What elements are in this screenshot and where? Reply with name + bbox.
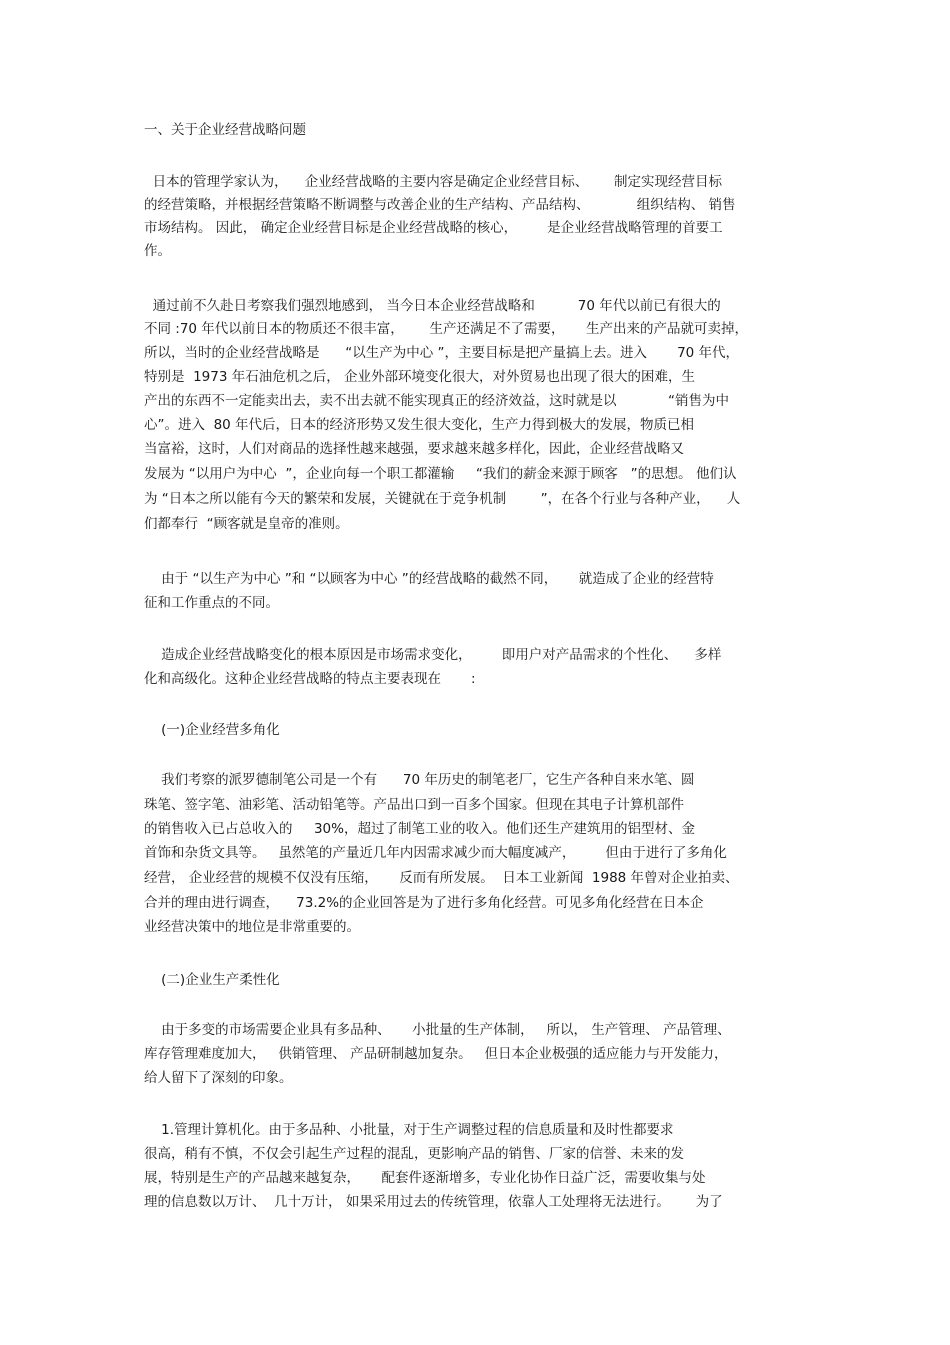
- paragraph-line: 产出的东西不一定能卖出去，卖不出去就不能实现真正的经济效益，这时就是以 “销售为中: [144, 393, 729, 409]
- paragraph-line: 很高，稍有不慎，不仅会引起生产过程的混乱，更影响产品的销售、厂家的信誉、未来的发: [144, 1146, 684, 1162]
- paragraph-line: 所以，当时的企业经营战略是 “以生产为中心 ”，主要目标是把产量搞上去。进入 70 年代，: [144, 345, 740, 361]
- paragraph-line: 不同 :70 年代以前日本的物质还不很丰富， 生产还满足不了需要， 生产出来的产品就可卖掉，: [144, 321, 749, 337]
- paragraph-line: 征和工作重点的不同。: [144, 595, 279, 611]
- paragraph-line: 我们考察的派罗德制笔公司是一个有 70 年历史的制笔老厂，它生产各种自来水笔、圆: [144, 772, 695, 788]
- paragraph-line: 首饰和杂货文具等。 虽然笔的产量近几年内因需求减少而大幅度减产， 但由于进行了多角化: [144, 845, 727, 861]
- paragraph-line: 的销售收入已占总收入的 30%，超过了制笔工业的收入。他们还生产建筑用的铝型材、金: [144, 821, 695, 837]
- paragraph-line: 合并的理由进行调查， 73.2%的企业回答是为了进行多角化经营。可见多角化经营在日本企: [144, 895, 704, 911]
- paragraph-line: 珠笔、签字笔、油彩笔、活动铅笔等。产品出口到一百多个国家。但现在其电子计算机部件: [144, 797, 684, 813]
- paragraph-line: 理的信息数以万计、 几十万计， 如果采用过去的传统管理，依靠人工处理将无法进行。 为了: [144, 1194, 723, 1210]
- paragraph-line: 经营， 企业经营的规模不仅没有压缩， 反而有所发展。 日本工业新闻 1988 年曾对企业拍卖、: [144, 870, 739, 886]
- paragraph-line: 们都奉行 “顾客就是皇帝的准则。: [144, 516, 349, 532]
- section-heading: 一、关于企业经营战略问题: [144, 122, 306, 138]
- paragraph-line: 库存管理难度加大， 供销管理、 产品研制越加复杂。 但日本企业极强的适应能力与开发能力，: [144, 1046, 728, 1062]
- paragraph-line: 市场结构。 因此， 确定企业经营目标是企业经营战略的核心， 是企业经营战略管理的首要工: [144, 220, 723, 236]
- paragraph-line: 由于 “以生产为中心 ”和 “以顾客为中心 ”的经营战略的截然不同， 就造成了企业的经营特: [144, 571, 714, 587]
- paragraph-line: 1.管理计算机化。由于多品种、小批量，对于生产调整过程的信息质量和及时性都要求: [144, 1122, 674, 1138]
- paragraph-line: 心”。进入 80 年代后，日本的经济形势又发生很大变化，生产力得到极大的发展，物质已相: [144, 417, 695, 433]
- paragraph-line: 造成企业经营战略变化的根本原因是市场需求变化， 即用户对产品需求的个性化、 多样: [144, 647, 722, 663]
- paragraph-line: 作。: [144, 243, 171, 259]
- paragraph-line: 通过前不久赴日考察我们强烈地感到， 当今日本企业经营战略和 70 年代以前已有很大的: [144, 298, 721, 314]
- paragraph-line: 由于多变的市场需要企业具有多品种、 小批量的生产体制， 所以， 生产管理、 产品管理、: [144, 1022, 731, 1038]
- paragraph-line: 日本的管理学家认为， 企业经营战略的主要内容是确定企业经营目标、 制定实现经营目标: [144, 174, 722, 190]
- paragraph-line: 业经营决策中的地位是非常重要的。: [144, 919, 360, 935]
- paragraph-line: 的经营策略，并根据经营策略不断调整与改善企业的生产结构、产品结构、 组织结构、 销售: [144, 197, 736, 213]
- paragraph-line: 化和高级化。这种企业经营战略的特点主要表现在 :: [144, 671, 476, 687]
- paragraph-line: 给人留下了深刻的印象。: [144, 1070, 293, 1086]
- subsection-heading: (一)企业经营多角化: [144, 722, 280, 738]
- paragraph-line: 展，特别是生产的产品越来越复杂， 配套件逐渐增多，专业化协作日益广泛，需要收集与处: [144, 1170, 706, 1186]
- paragraph-line: 当富裕，这时，人们对商品的选择性越来越强，要求越来越多样化，因此，企业经营战略又: [144, 441, 684, 457]
- paragraph-line: 发展为 “以用户为中心 ”，企业向每一个职工都灌输 “我们的薪金来源于顾客 ”的思想。 他们认: [144, 466, 737, 482]
- paragraph-line: 特别是 1973 年石油危机之后， 企业外部环境变化很大，对外贸易也出现了很大的困难，生: [144, 369, 696, 385]
- paragraph-line: 为 “日本之所以能有今天的繁荣和发展，关键就在于竞争机制 ”，在各个行业与各种产业， 人: [144, 491, 741, 507]
- subsection-heading: (二)企业生产柔性化: [144, 972, 280, 988]
